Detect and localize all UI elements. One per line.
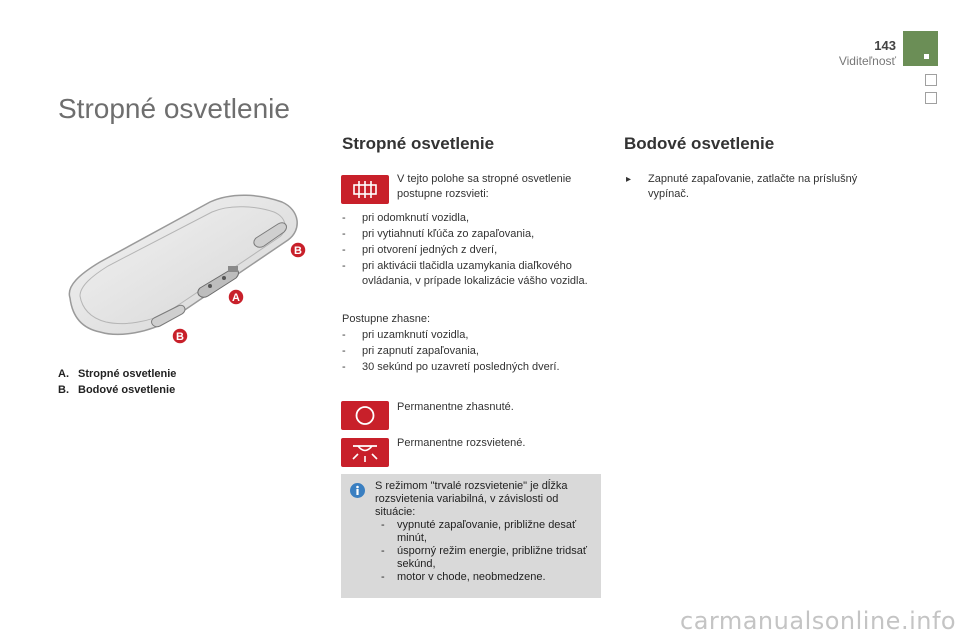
list-item: - pri odomknutí vozidla, bbox=[342, 211, 606, 226]
section-tab-empty-2[interactable] bbox=[925, 92, 937, 104]
section-tab-empty-1[interactable] bbox=[925, 74, 937, 86]
info-intro: S režimom "trvalé rozsvietenie" je dĺžka rozsvietenia variabilná, v závislosti od situácie: bbox=[375, 480, 568, 518]
light-off-icon bbox=[341, 401, 389, 430]
marker-b-bottom bbox=[172, 328, 188, 344]
svg-text:B: B bbox=[294, 245, 302, 257]
list-item: - 30 sekúnd po uzavretí posledných dverí. bbox=[342, 360, 606, 375]
list-item: - motor v chode, neobmedzene. bbox=[375, 571, 595, 584]
figure-caption bbox=[58, 366, 176, 398]
caption-row-a: A. Stropné osvetlenie bbox=[58, 368, 177, 380]
ceiling-light-title: Stropné osvetlenie bbox=[342, 134, 495, 153]
fade-title: Postupne zhasne: bbox=[342, 313, 431, 325]
light-on-text: Permanentne rozsvietené. bbox=[397, 437, 526, 449]
svg-text:A: A bbox=[232, 292, 240, 304]
info-icon bbox=[350, 483, 365, 498]
info-box bbox=[341, 474, 601, 598]
off-conditions-list bbox=[342, 328, 606, 376]
section-name: Viditeľnosť bbox=[838, 54, 896, 68]
list-item: - pri vytiahnutí kľúča zo zapaľovania, bbox=[342, 227, 606, 242]
section-tab[interactable] bbox=[903, 31, 938, 66]
list-item: - vypnuté zapaľovanie, približne desať minút, bbox=[375, 519, 595, 545]
watermark: carmanualsonline.info bbox=[680, 607, 957, 635]
list-item: - úsporný režim energie, približne tridsať sekúnd, bbox=[375, 545, 595, 571]
marker-b-top bbox=[290, 242, 306, 258]
spot-light-title: Bodové osvetlenie bbox=[624, 134, 775, 153]
on-conditions-list bbox=[342, 211, 606, 290]
list-item: - pri uzamknutí vozidla, bbox=[342, 328, 606, 343]
list-item: - pri otvorení jedných z dverí, bbox=[342, 243, 606, 258]
marker-a bbox=[228, 289, 244, 305]
ceiling-light-illustration bbox=[60, 190, 320, 350]
ceiling-intro-text: V tejto polohe sa stropné osvetlenie postupne rozsvieti: bbox=[397, 173, 572, 200]
tab-marker bbox=[924, 54, 929, 59]
info-text bbox=[375, 480, 595, 584]
triangle-arrow-icon: ▸ bbox=[626, 174, 632, 185]
light-off-text: Permanentne zhasnuté. bbox=[397, 401, 514, 413]
door-mode-icon bbox=[341, 175, 389, 204]
svg-text:B: B bbox=[176, 331, 184, 343]
list-item: - pri aktivácii tlačidla uzamykania diaľkového ovládania, v prípade lokalizácie vášho vozidla. bbox=[342, 259, 606, 289]
page-title: Stropné osvetlenie bbox=[58, 93, 290, 124]
spot-light-instruction: ▸ Zapnuté zapaľovanie, zatlačte na príslušný vypínač. bbox=[626, 173, 858, 200]
list-item: - pri zapnutí zapaľovania, bbox=[342, 344, 606, 359]
light-on-icon bbox=[341, 438, 389, 467]
caption-row-b: B. Bodové osvetlenie bbox=[58, 384, 176, 396]
page-number: 143 bbox=[874, 38, 896, 53]
